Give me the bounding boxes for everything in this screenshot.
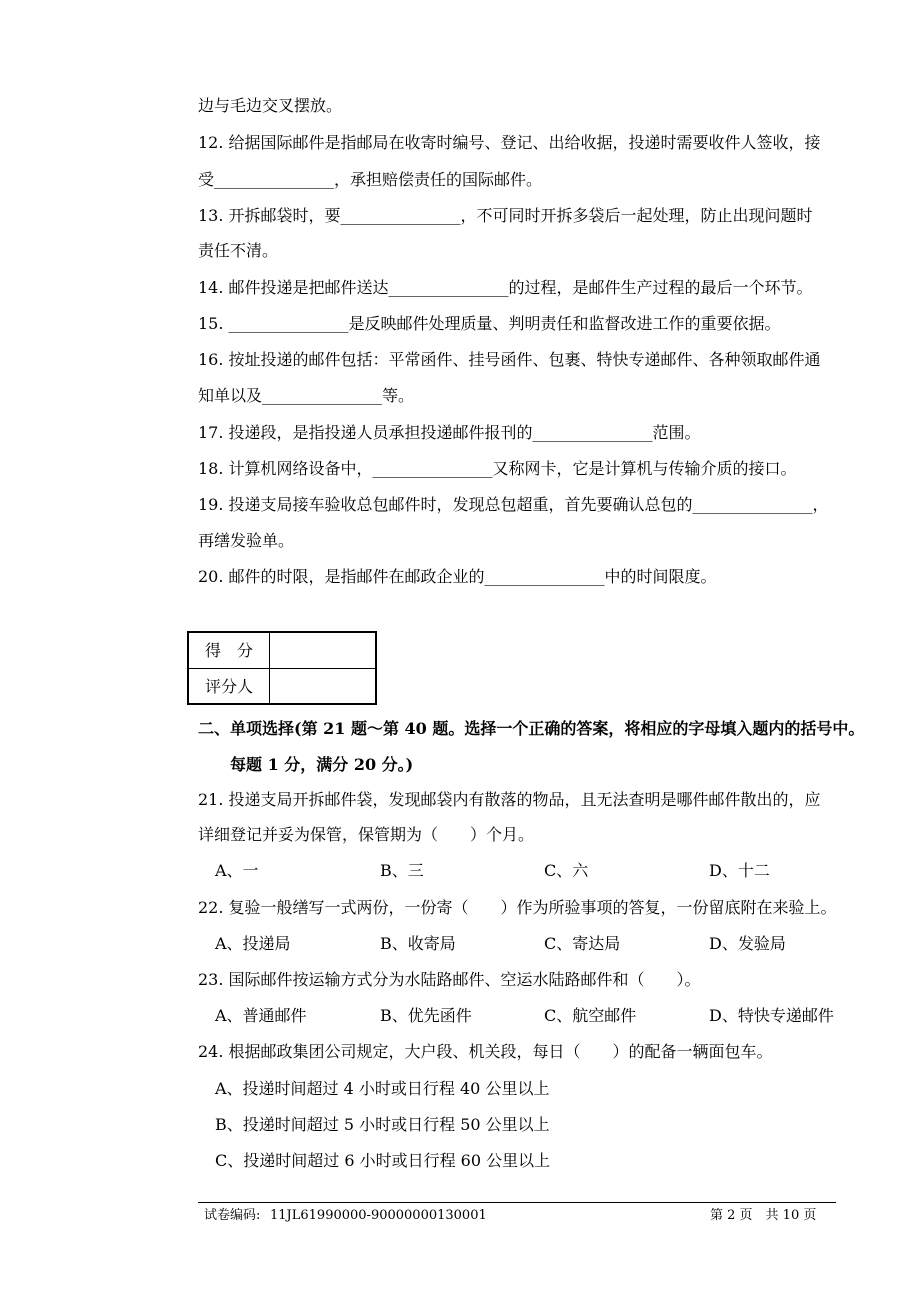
- q21-option-c: C、六: [544, 861, 589, 880]
- q13-line1: 13. 开拆邮袋时，要_______________，不可同时开拆多袋后一起处理，防止出现问题时: [198, 206, 813, 225]
- score-cell: [270, 633, 375, 668]
- q23-option-c: C、航空邮件: [544, 1006, 637, 1025]
- grader-cell: [270, 669, 375, 704]
- q20-line1: 20. 邮件的时限，是指邮件在邮政企业的_______________中的时间限度。: [198, 567, 717, 586]
- grader-label: 评分人: [189, 669, 270, 704]
- footer-page-info: 第 2 页 共 10 页: [710, 1208, 817, 1223]
- footer-code-value: 11JL61990000-90000000130001: [270, 1208, 487, 1223]
- q17-line1: 17. 投递段，是指投递人员承担投递邮件报刊的_______________范围。: [198, 423, 701, 442]
- grader-row: [189, 669, 375, 704]
- q16-line2: 知单以及_______________等。: [198, 386, 415, 405]
- q11-continuation: 边与毛边交叉摆放。: [198, 96, 343, 115]
- score-label: 得 分: [189, 633, 270, 668]
- q18-line1: 18. 计算机网络设备中，_______________又称网卡，它是计算机与传输介质的接口。: [198, 459, 797, 478]
- score-table: [187, 631, 377, 705]
- q22-option-b: B、收寄局: [380, 934, 456, 953]
- q13-line2: 责任不清。: [198, 241, 279, 260]
- q22-line1: 22. 复验一般缮写一式两份，一份寄（ ）作为所验事项的答复，一份留底附在来验上。: [198, 898, 837, 917]
- q23-line1: 23. 国际邮件按运输方式分为水陆路邮件、空运水陆路邮件和（ ）。: [198, 970, 701, 989]
- q21-option-d: D、十二: [709, 861, 770, 880]
- q14-line1: 14. 邮件投递是把邮件送达_______________的过程，是邮件生产过程的最后一个环节。: [198, 278, 813, 297]
- q22-option-c: C、寄达局: [544, 934, 621, 953]
- footer-divider: [198, 1202, 836, 1203]
- q24-line1: 24. 根据邮政集团公司规定，大户段、机关段，每日（ ）的配备一辆面包车。: [198, 1042, 773, 1061]
- q21-line1: 21. 投递支局开拆邮件袋，发现邮袋内有散落的物品，且无法查明是哪件邮件散出的，应: [198, 790, 821, 809]
- q22-option-d: D、发验局: [709, 934, 786, 953]
- q19-line1: 19. 投递支局接车验收总包邮件时，发现总包超重，首先要确认总包的_______________，: [198, 495, 829, 514]
- q24-option-a: A、投递时间超过 4 小时或日行程 40 公里以上: [215, 1079, 550, 1098]
- q23-option-b: B、优先函件: [380, 1006, 472, 1025]
- score-row: [189, 633, 375, 669]
- q16-line1: 16. 按址投递的邮件包括：平常函件、挂号函件、包裹、特快专递邮件、各种领取邮件通: [198, 350, 821, 369]
- q23-option-d: D、特快专递邮件: [709, 1006, 834, 1025]
- q19-line2: 再缮发验单。: [198, 531, 295, 550]
- q21-line2: 详细登记并妥为保管，保管期为（ ）个月。: [198, 825, 535, 844]
- q21-option-a: A、一: [215, 861, 259, 880]
- q21-option-b: B、三: [380, 861, 424, 880]
- footer-code-label: 试卷编码:: [204, 1208, 261, 1223]
- q12-line1: 12. 给据国际邮件是指邮局在收寄时编号、登记、出给收据，投递时需要收件人签收，接: [198, 133, 821, 152]
- q15-line1: 15. _______________是反映邮件处理质量、判明责任和监督改进工作的重要依据。: [198, 314, 781, 333]
- q24-option-b: B、投递时间超过 5 小时或日行程 50 公里以上: [215, 1115, 550, 1134]
- q24-option-c: C、投递时间超过 6 小时或日行程 60 公里以上: [215, 1151, 551, 1170]
- q22-option-a: A、投递局: [215, 934, 291, 953]
- q12-line2: 受_______________，承担赔偿责任的国际邮件。: [198, 170, 543, 189]
- section2-heading-line2: 每题 1 分，满分 20 分。): [230, 755, 414, 774]
- q23-option-a: A、普通邮件: [215, 1006, 307, 1025]
- section2-heading-line1: 二、单项选择(第 21 题～第 40 题。选择一个正确的答案，将相应的字母填入题内的括号中。: [198, 719, 865, 738]
